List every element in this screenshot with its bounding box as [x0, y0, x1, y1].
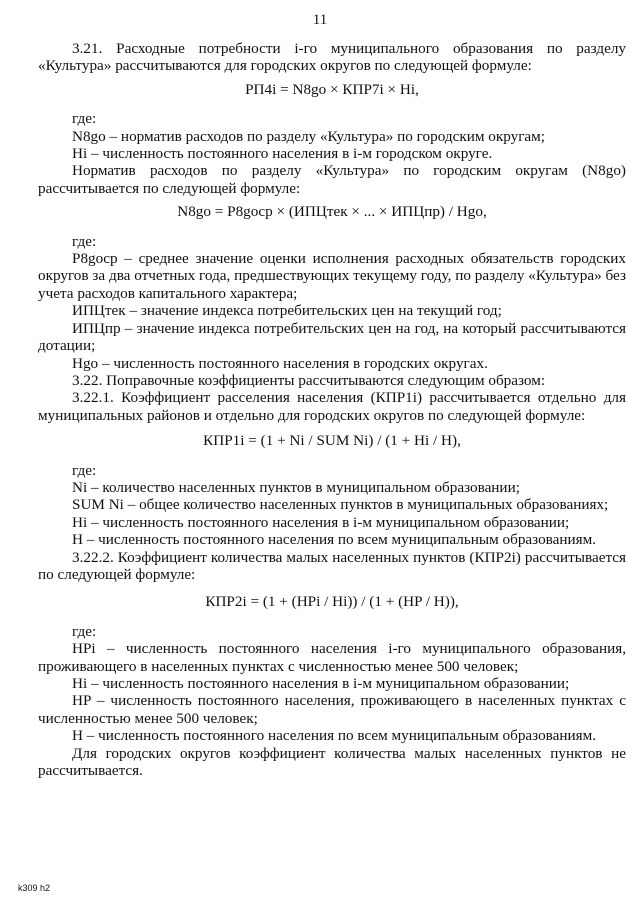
document-body — [38, 40, 626, 779]
formula: N8go = P8gocp × (ИПЦтек × ... × ИПЦпр) / Hgo, — [177, 203, 487, 221]
paragraph: H – численность постоянного населения по всем муниципальным образованиям. — [72, 727, 597, 745]
text-line: где: — [72, 622, 97, 640]
spacer — [38, 583, 626, 593]
paragraph: 3.21. Расходные потребности i-го муниципального образования по разделу «Культура» рассчитываются для городских округов по следующей формуле: — [38, 40, 626, 75]
paragraph: HPi – численность постоянного населения i-го муниципального образования, проживающего в населенных пунктах с численностью менее 500 человек; — [38, 640, 626, 675]
formula: РП4i = N8go × КПР7i × Hi, — [245, 80, 419, 98]
text-line: ИПЦтек – значение индекса потребительских цен на текущий год; — [72, 302, 502, 320]
text-line: где: — [72, 232, 97, 250]
spacer — [38, 611, 626, 623]
spacer — [38, 98, 626, 110]
text-line: N8go – норматив расходов по разделу «Культура» по городским округам; — [72, 127, 546, 145]
footer-code: k309 h2 — [18, 883, 51, 893]
page-number: 11 — [312, 12, 328, 28]
formula: КПР1i = (1 + Ni / SUM Ni) / (1 + Hi / H), — [203, 432, 461, 450]
formula: КПР2i = (1 + (HPi / Hi)) / (1 + (HP / H)), — [205, 593, 459, 611]
paragraph: 3.22.1. Коэффициент расселения населения (КПР1i) рассчитывается отдельно для муниципальных районов и отдельно для городских округов по следующей формуле: — [38, 389, 626, 424]
paragraph: H – численность постоянного населения по всем муниципальным образованиям. — [72, 531, 597, 549]
paragraph: ИПЦпр – значение индекса потребительских цен на год, на который рассчитываются дотации; — [38, 319, 626, 355]
paragraph: HP – численность постоянного населения, проживающего в населенных пунктах с численностью менее 500 человек; — [38, 692, 626, 727]
paragraph: Для городских округов коэффициент количества малых населенных пунктов не рассчитывается. — [38, 744, 626, 780]
text-line: где: — [72, 461, 97, 479]
text-line: 3.22. Поправочные коэффициенты рассчитываются следующим образом: — [72, 371, 546, 389]
paragraph: Норматив расходов по разделу «Культура» по городским округам (N8go) рассчитывается по следующей формуле: — [38, 162, 626, 197]
paragraph: SUM Ni – общее количество населенных пунктов в муниципальных образованиях; — [72, 496, 609, 514]
paragraph: Hi – численность постоянного населения в i-м муниципальном образовании; — [72, 513, 570, 531]
paragraph: 3.22.2. Коэффициент количества малых населенных пунктов (КПР2i) рассчитывается по следующей формуле: — [38, 548, 626, 583]
text-line: Hgo – численность постоянного населения в городских округах. — [72, 354, 488, 372]
text-line: Hi – численность постоянного населения в i-м городском округе. — [72, 145, 493, 163]
text-line: Hi – численность постоянного населения в i-м муниципальном образовании; — [72, 675, 570, 692]
spacer — [38, 221, 626, 233]
text-line: Ni – количество населенных пунктов в муниципальном образовании; — [72, 478, 520, 496]
text-line: где: — [72, 110, 97, 128]
spacer — [38, 450, 626, 462]
paragraph: P8gocp – среднее значение оценки исполнения расходных обязательств городских округов за два отчетных года, предшествующих текущему году, по разделу «Культура» без учета расходов капитального характера; — [38, 250, 626, 302]
spacer — [38, 424, 626, 432]
